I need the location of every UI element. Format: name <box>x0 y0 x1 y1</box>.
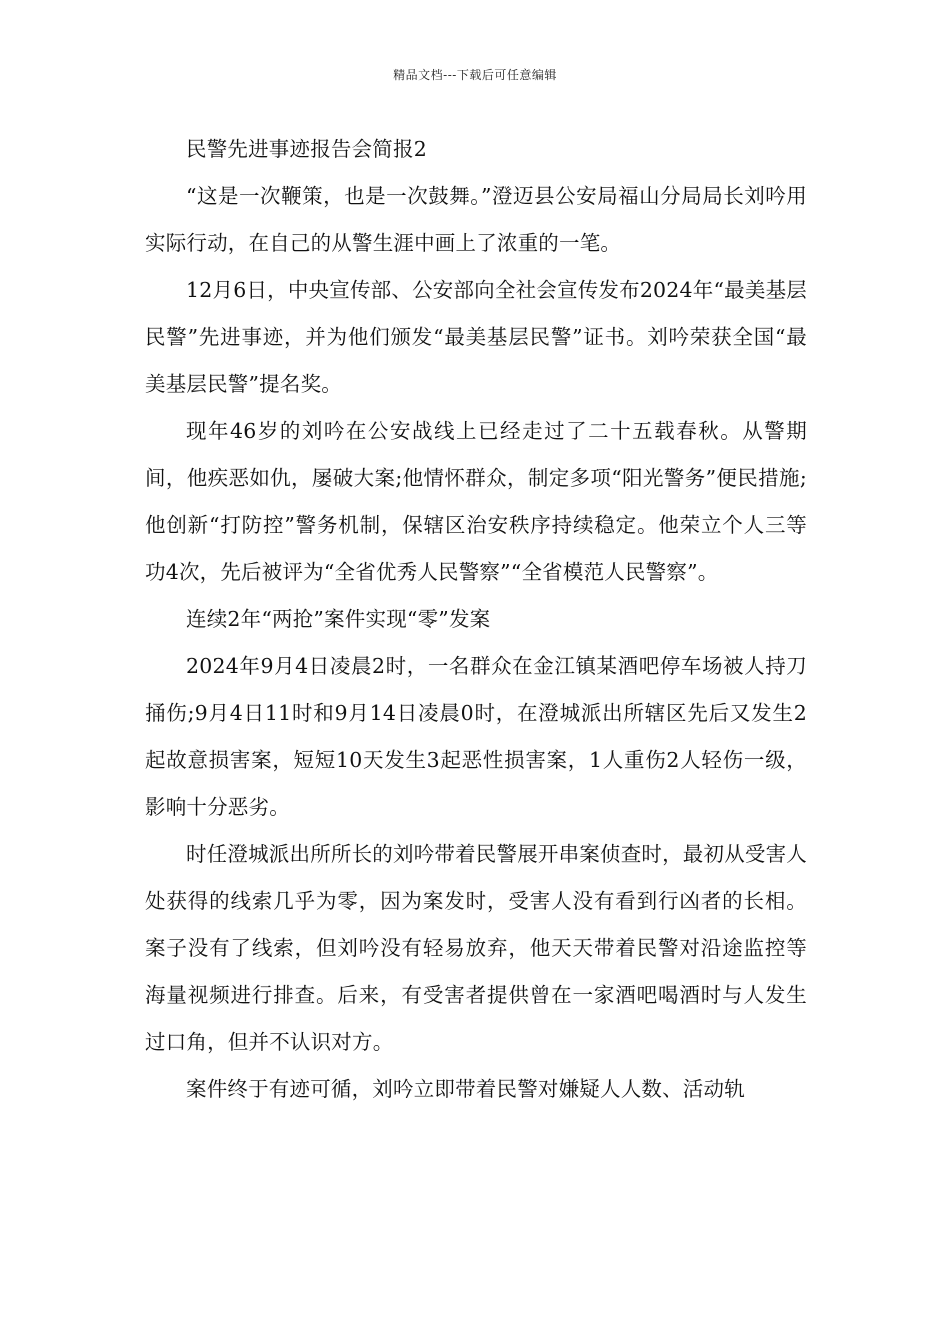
paragraph: 2024年9月4日凌晨2时，一名群众在金江镇某酒吧停车场被人持刀捅伤;9月4日11时和9月14日凌晨0时，在澄城派出所辖区先后又发生2起故意损害案，短短10天发生3起恶性损害案，1人重伤2人轻伤一级，影响十分恶劣。 <box>145 654 807 819</box>
section-heading: 连续2年“两抢”案件实现“零”发案 <box>186 607 491 631</box>
paragraph: “这是一次鞭策，也是一次鼓舞。”澄迈县公安局福山分局局长刘吟用实际行动，在自己的从警生涯中画上了浓重的一笔。 <box>145 184 807 255</box>
paragraph: 现年46岁的刘吟在公安战线上已经走过了二十五载春秋。从警期间，他疾恶如仇，屡破大案;他情怀群众，制定多项“阳光警务”便民措施;他创新“打防控”警务机制，保辖区治安秩序持续稳定。他荣立个人三等功4次，先后被评为“全省优秀人民警察”“全省模范人民警察”。 <box>145 419 807 584</box>
document-title: 民警先进事迹报告会简报2 <box>186 137 427 161</box>
paragraph: 时任澄城派出所所长的刘吟带着民警展开串案侦查时，最初从受害人处获得的线索几乎为零，因为案发时，受害人没有看到行凶者的长相。案子没有了线索，但刘吟没有轻易放弃，他天天带着民警对沿途监控等海量视频进行排查。后来，有受害者提供曾在一家酒吧喝酒时与人发生过口角，但并不认识对方。 <box>145 842 807 1054</box>
page-header: 精品文档---下载后可任意编辑 <box>393 68 557 82</box>
paragraph: 12月6日，中央宣传部、公安部向全社会宣传发布2024年“最美基层民警”先进事迹，并为他们颁发“最美基层民警”证书。刘吟荣获全国“最美基层民警”提名奖。 <box>145 278 807 396</box>
document-body <box>145 126 807 1113</box>
paragraph: 案件终于有迹可循，刘吟立即带着民警对嫌疑人人数、活动轨 <box>186 1077 745 1101</box>
